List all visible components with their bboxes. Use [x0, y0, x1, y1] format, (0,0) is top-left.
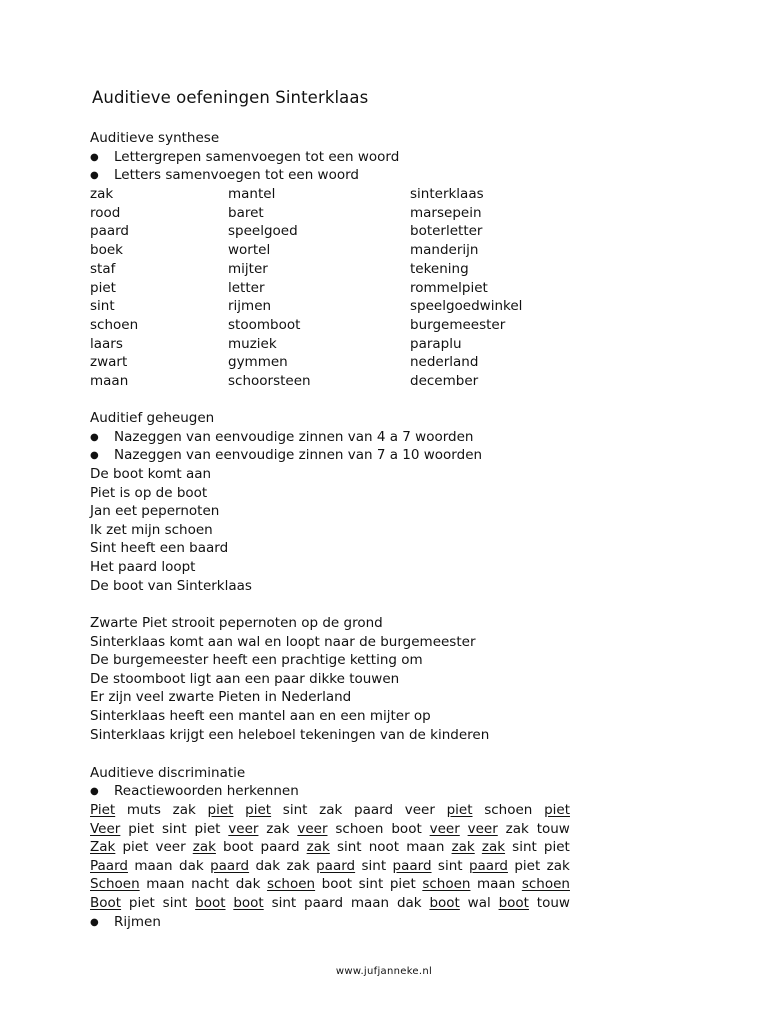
word: maan: [350, 895, 390, 911]
sentence-line: Sinterklaas heeft een mantel aan en een mijter op: [90, 708, 431, 724]
bullet-dot-icon: ●: [90, 917, 99, 928]
word: sint: [162, 820, 187, 837]
word: sint: [282, 802, 308, 818]
word: maan: [146, 876, 185, 893]
word: zak: [286, 857, 310, 874]
word-cell: muziek: [228, 335, 277, 352]
sentence-line: Sinterklaas krijgt een heleboel tekeningen van de kinderen: [90, 726, 490, 743]
bullet-dot-icon: ●: [90, 432, 99, 443]
word: veer: [155, 839, 186, 856]
sentence-line: Jan eet pepernoten: [90, 503, 220, 520]
word-cell: schoorsteen: [228, 373, 311, 389]
word: zak: [546, 857, 570, 874]
discrimination-row: [90, 894, 570, 912]
word-cell: maan: [90, 373, 129, 389]
target-word: piet: [446, 802, 473, 818]
word-cell: gymmen: [228, 354, 288, 371]
word-cell: wortel: [228, 242, 271, 259]
word-cell: staf: [90, 260, 116, 277]
discrimination-row: [90, 857, 570, 875]
word: dak: [235, 876, 261, 893]
target-word: Schoen: [90, 876, 140, 893]
bullet-item: ● Nazeggen van eenvoudige zinnen van 7 a 10 woorden: [90, 447, 483, 463]
word: zak: [266, 820, 290, 837]
word-cell: boek: [90, 242, 123, 259]
word-cell: rijmen: [228, 298, 272, 315]
word: sint: [271, 895, 297, 911]
target-word: veer: [297, 820, 328, 837]
word: sint: [162, 895, 188, 911]
word: sint: [512, 839, 537, 856]
bullet-dot-icon: ●: [90, 786, 99, 797]
word: piet: [514, 857, 541, 874]
target-word: paard: [316, 857, 356, 874]
word-cell: speelgoed: [228, 223, 298, 240]
word: nacht: [191, 876, 230, 893]
word-cell: marsepein: [410, 204, 482, 221]
target-word: zak: [451, 839, 475, 856]
word: zak: [505, 820, 529, 837]
sentence-line: De boot komt aan: [90, 466, 212, 482]
target-word: piet: [245, 802, 272, 818]
word-cell: mantel: [228, 186, 276, 202]
bullet-item: ● Letters samenvoegen tot een woord: [90, 167, 359, 183]
word-cell: stoomboot: [228, 316, 301, 333]
word-cell: zwart: [90, 354, 128, 371]
target-word: schoen: [266, 876, 316, 893]
word-cell: december: [410, 373, 479, 389]
bullet-item: ● Rijmen: [90, 914, 161, 930]
target-word: Veer: [90, 820, 121, 837]
word-cell: laars: [90, 335, 123, 352]
target-word: boot: [498, 895, 529, 911]
discrimination-row: [90, 838, 570, 856]
sentence-line: De stoomboot ligt aan een paar dikke touwen: [90, 670, 400, 687]
word-cell: rommelpiet: [410, 279, 488, 296]
word-cell: burgemeester: [410, 316, 506, 333]
word: schoen: [484, 802, 533, 818]
target-word: paard: [468, 857, 508, 874]
word: noot: [368, 839, 400, 856]
word: paard: [260, 839, 300, 856]
word: schoen: [335, 820, 384, 837]
word-cell: schoen: [90, 316, 139, 333]
word: paard: [354, 802, 394, 818]
section-heading-discriminatie: Auditieve discriminatie: [90, 765, 246, 781]
word-cell: nederland: [410, 354, 479, 371]
target-word: schoen: [521, 876, 570, 893]
page-title: Auditieve oefeningen Sinterklaas: [92, 88, 369, 107]
word-cell: speelgoedwinkel: [410, 298, 523, 315]
target-word: veer: [467, 820, 498, 837]
word: maan: [134, 857, 173, 874]
bullet-dot-icon: ●: [90, 152, 99, 163]
target-word: boot: [195, 895, 226, 911]
target-word: zak: [192, 839, 216, 856]
word-cell: letter: [228, 279, 265, 296]
sentence-line: Er zijn veel zwarte Pieten in Nederland: [90, 689, 352, 706]
target-word: schoen: [422, 876, 471, 893]
word: piet: [122, 839, 149, 856]
word: touw: [536, 895, 570, 911]
word: zak: [319, 802, 343, 818]
word-cell: piet: [90, 279, 116, 296]
word-cell: paraplu: [410, 335, 462, 352]
target-word: paard: [392, 857, 432, 874]
sentence-line: De burgemeester heeft een prachtige ketting om: [90, 652, 423, 669]
bullet-item: ● Reactiewoorden herkennen: [90, 783, 299, 799]
word-cell: boterletter: [410, 223, 483, 240]
section-heading-synthese: Auditieve synthese: [90, 130, 220, 146]
word: piet: [128, 820, 155, 837]
word: maan: [477, 876, 516, 893]
word: sint: [437, 857, 463, 874]
target-word: boot: [233, 895, 264, 911]
target-word: Piet: [90, 802, 116, 818]
target-word: piet: [207, 802, 234, 818]
word: piet: [194, 820, 221, 837]
word-cell: sinterklaas: [410, 186, 484, 202]
word-cell: manderijn: [410, 242, 479, 259]
word-cell: tekening: [410, 260, 469, 277]
word: sint: [336, 839, 362, 856]
word: piet: [543, 839, 570, 856]
section-heading-geheugen: Auditief geheugen: [90, 410, 215, 426]
discrimination-row: [90, 875, 570, 893]
word: boot: [223, 839, 254, 856]
word-cell: paard: [90, 223, 129, 240]
word-cell: baret: [228, 204, 264, 221]
target-word: boot: [429, 895, 460, 911]
target-word: Boot: [90, 895, 122, 911]
word: piet: [128, 895, 155, 911]
word: touw: [536, 820, 570, 837]
target-word: zak: [306, 839, 330, 856]
word: sint: [361, 857, 387, 874]
word-cell: sint: [90, 298, 115, 315]
word: zak: [172, 802, 196, 818]
bullet-dot-icon: ●: [90, 450, 99, 461]
word: muts: [126, 802, 161, 818]
target-word: piet: [544, 802, 570, 818]
target-word: zak: [481, 839, 506, 856]
word: maan: [406, 839, 445, 856]
sentence-line: Sinterklaas komt aan wal en loopt naar de burgemeester: [90, 633, 476, 650]
target-word: Paard: [90, 857, 128, 874]
word: sint: [358, 876, 384, 893]
word-cell: zak: [90, 186, 114, 202]
word: boot: [321, 876, 353, 893]
word-cell: mijter: [228, 260, 268, 277]
discrimination-row: [90, 820, 570, 838]
word: wal: [467, 895, 491, 911]
sentence-line: Ik zet mijn schoen: [90, 521, 213, 538]
word: dak: [396, 895, 422, 911]
target-word: veer: [429, 820, 460, 837]
sentence-line: Het paard loopt: [90, 559, 196, 575]
sentence-line: Piet is op de boot: [90, 484, 208, 501]
target-word: paard: [210, 857, 250, 874]
bullet-item: ● Lettergrepen samenvoegen tot een woord: [90, 149, 400, 165]
word: piet: [389, 876, 416, 893]
word: boot: [391, 820, 422, 837]
sentence-line: Zwarte Piet strooit pepernoten op de grond: [90, 615, 383, 631]
word: paard: [304, 895, 344, 911]
sentence-line: Sint heeft een baard: [90, 540, 229, 557]
word: dak: [179, 857, 204, 874]
word-cell: rood: [90, 204, 121, 221]
word: dak: [255, 857, 281, 874]
footer-url: www.jufjanneke.nl: [335, 966, 433, 977]
discrimination-row: [90, 801, 570, 819]
bullet-dot-icon: ●: [90, 170, 99, 181]
word: veer: [404, 802, 435, 818]
sentence-line: De boot van Sinterklaas: [90, 577, 252, 594]
bullet-item: ● Nazeggen van eenvoudige zinnen van 4 a 7 woorden: [90, 429, 474, 445]
target-word: Zak: [90, 839, 116, 856]
target-word: veer: [228, 820, 259, 837]
